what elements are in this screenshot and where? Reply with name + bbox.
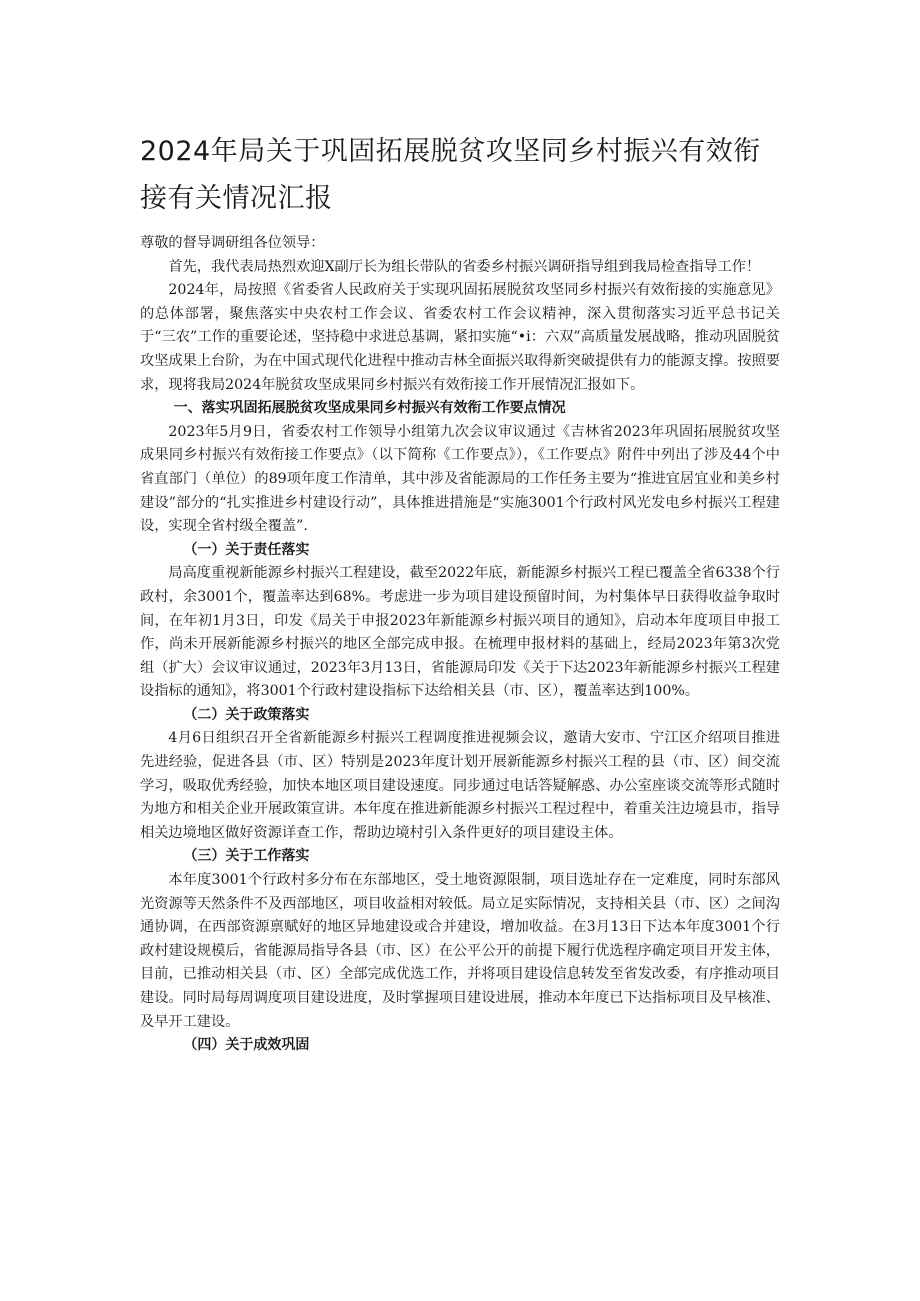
- title-line-1: 2024年局关于巩固拓展脱贫攻坚同乡村振兴有效衔: [140, 136, 761, 167]
- document-title: [140, 128, 780, 222]
- paragraph-welcome: 首先，我代表局热烈欢迎X副厅长为组长带队的省委乡村振兴调研指导组到我局检查指导工作！: [168, 258, 761, 275]
- subsection-heading-responsibility: （一）关于责任落实: [183, 541, 310, 558]
- salutation: 尊敬的督导调研组各位领导：: [140, 235, 325, 251]
- paragraph-responsibility: 局高度重视新能源乡村振兴工程建设，截至2022年底，新能源乡村振兴工程已覆盖全省6338个行政村，余3001个，覆盖率达到68%。考虑进一步为项目建设预留时间，为村集体早日获得收益争取时间，在年初1月3日，印发《局关于申报2023年新能源乡村振兴项目的通知》，启动本年度项目申报工作，尚未开展新能源乡村振兴的地区全部完成申报。在梳理申报材料的基础上，经局2023年第3次党组（扩大）会议审议通过，2023年3月13日，省能源局印发《关于下达2023年新能源乡村振兴工程建设指标的通知》，将3001个行政村建设指标下达给相关县（市、区），覆盖率达到100%。: [140, 565, 780, 700]
- paragraph-work-points: 2023年5月9日，省委农村工作领导小组第九次会议审议通过《吉林省2023年巩固拓展脱贫攻坚成果同乡村振兴有效衔接工作要点》（以下简称《工作要点》），《工作要点》附件中列出了涉及44个中省直部门（单位）的89项年度工作清单，其中涉及省能源局的工作任务主要为“推进宜居宜业和美乡村建设”部分的“扎实推进乡村建设行动”，具体推进措施是“实施3001个行政村风光发电乡村振兴工程建设，实现全省村级全覆盖”.: [140, 423, 780, 535]
- subsection-heading-results: （四）关于成效巩固: [183, 1037, 310, 1054]
- subsection-heading-policy: （二）关于政策落实: [183, 706, 310, 723]
- paragraph-overview: 2024年，局按照《省委省人民政府关于实现巩固拓展脱贫攻坚同乡村振兴有效衔接的实施意见》的总体部署，聚焦落实中央农村工作会议、省委农村工作会议精神，深入贯彻落实习近平总书记关于“三农”工作的重要论述，坚持稳中求进总基调，紧扣实施“•i：六双”高质量发展战略，推动巩固脱贫攻坚成果上台阶，为在中国式现代化进程中推动吉林全面振兴取得新突破提供有力的能源支撑。按照要求，现将我局2024年脱贫攻坚成果同乡村振兴有效衔接工作开展情况汇报如下。: [140, 282, 780, 393]
- title-line-2: 接有关情况汇报: [140, 183, 333, 214]
- subsection-heading-work: （三）关于工作落实: [183, 848, 310, 865]
- section-heading-1: 一、落实巩固拓展脱贫攻坚成果同乡村振兴有效衔工作要点情况: [173, 400, 566, 417]
- paragraph-policy: 4月6日组织召开全省新能源乡村振兴工程调度推进视频会议，邀请大安市、宁江区介绍项目推进先进经验，促进各县（市、区）特别是2023年度计划开展新能源乡村振兴工程的县（市、区）间交流学习，吸取优秀经验，加快本地区项目建设速度。同步通过电话答疑解惑、办公室座谈交流等形式随时为地方和相关企业开展政策宣讲。本年度在推进新能源乡村振兴工程过程中，着重关注边境县市，指导相关边境地区做好资源详查工作，帮助边境村引入条件更好的项目建设主体。: [140, 730, 780, 841]
- paragraph-work: 本年度3001个行政村多分布在东部地区，受土地资源限制，项目选址存在一定难度，同时东部风光资源等天然条件不及西部地区，项目收益相对较低。局立足实际情况，支持相关县（市、区）之间沟通协调，在西部资源禀赋好的地区异地建设或合并建设，增加收益。在3月13日下达本年度3001个行政村建设规模后，省能源局指导各县（市、区）在公平公开的前提下履行优选程序确定项目开发主体，目前，已推动相关县（市、区）全部完成优选工作，并将项目建设信息转发至省发改委，有序推动项目建设。同时局每周调度项目建设进度，及时掌握项目建设进展，推动本年度已下达指标项目及早核准、及早开工建设。: [140, 872, 780, 1030]
